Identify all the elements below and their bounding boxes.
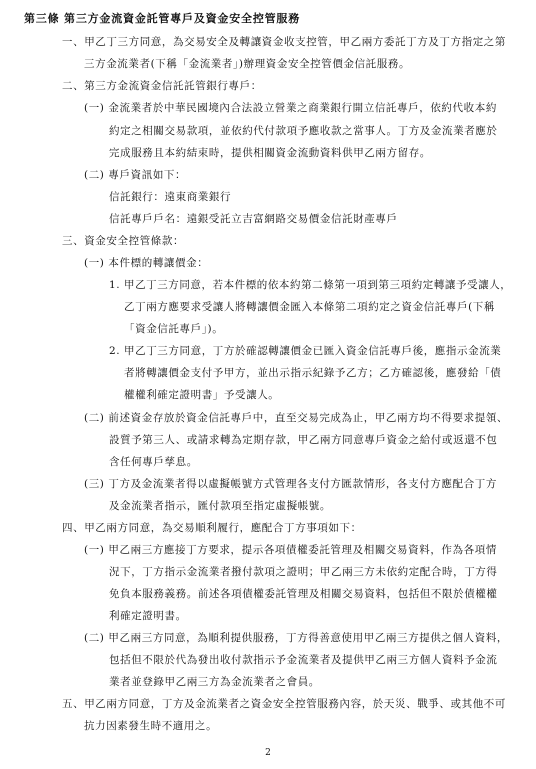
- clause-4-2-line-2: 包括但不限於代為發出收付款指示予金流業者及提供甲乙兩三方個人資料予金流: [109, 654, 498, 666]
- item-2-number: 2.: [109, 345, 121, 357]
- clause-2-2-heading: (二) 專戶資訊如下：: [84, 169, 187, 181]
- item-2-line-2: 者將轉讓價金支付予甲方，並出示指示紀錄予乙方；乙方確認後，應發給「債: [124, 367, 502, 379]
- clause-1-line-2: 三方金流業者(下稱「金流業者」)辦理資金安全控管價金信託服務。: [84, 58, 411, 70]
- clause-3-3-line-1: (三) 丁方及金流業者得以虛擬帳號方式管理各支付方匯款情形，各支付方應配合丁方: [84, 478, 497, 490]
- clause-4-1-line-3: 免負本服務義務。前述各項債權委託管理及相關交易資料，包括但不限於債權權: [109, 588, 498, 600]
- clause-4-2-line-3: 業者並登錄甲乙兩三方為金流業者之會員。: [109, 676, 320, 688]
- item-2-line-3: 權權利確定證明書」予受讓人。: [124, 389, 280, 401]
- item-1-line-1: 甲乙丁三方同意，若本件標的依本約第二條第一項到第三項約定轉讓予受讓人，: [124, 279, 512, 291]
- clause-5-line-2: 抗力因素發生時不適用之。: [84, 720, 218, 732]
- item-2-line-1: 甲乙丁三方同意，丁方於確認轉讓價金已匯入資金信託專戶後，應指示金流業: [124, 345, 502, 357]
- clause-3-2-line-2: 設質予第三人、或請求轉為定期存款，甲乙兩方同意專戶資金之給付或返還不包: [109, 434, 498, 446]
- item-1-line-3: 「資金信託專戶」)。: [124, 323, 224, 335]
- clause-2-1-line-2: 約定之相關交易款項，並依約代付款項予應收款之當事人。丁方及金流業者應於: [109, 125, 498, 137]
- item-1-number: 1.: [109, 279, 121, 291]
- clause-2-1-line-1: (一) 金流業者於中華民國境內合法設立營業之商業銀行開立信託專戶，依約代收本約: [84, 102, 497, 114]
- clause-3-1-heading: (一) 本件標的轉讓價金：: [84, 257, 209, 269]
- page-number: 2: [265, 748, 271, 758]
- clause-4-2-line-1: (二) 甲乙兩三方同意，為順利提供服務，丁方得善意使用甲乙兩三方提供之個人資料，: [84, 632, 509, 644]
- clause-3-3-line-2: 及金流業者指示，匯付款項至指定虛擬帳號。: [109, 500, 331, 512]
- clause-3-heading: 三、資金安全控管條款：: [62, 235, 185, 247]
- clause-4-1-line-4: 利確定證明書。: [109, 610, 187, 622]
- clause-2-1-line-3: 完成服務且本約結束時，提供相關資金流動資料供甲乙兩方留存。: [109, 147, 431, 159]
- trust-account-name-line: 信託專戶戶名：遠銀受託立吉富網路交易價金信託財產專戶: [109, 213, 398, 225]
- clause-3-2-line-3: 含任何專戶孳息。: [109, 456, 198, 468]
- article-title: 第三條 第三方金流資金託管專戶及資金安全控管服務: [24, 12, 301, 25]
- clause-2-heading: 二、第三方金流資金信託託管銀行專戶：: [62, 80, 262, 92]
- clause-4-1-line-1: (一) 甲乙兩三方應接丁方要求，提示各項債權委託管理及相關交易資料，作為各項情: [84, 544, 497, 556]
- clause-1-line-1: 一、甲乙丁三方同意，為交易安全及轉讓資金收支控管，甲乙兩方委託丁方及丁方指定之第: [62, 36, 506, 48]
- clause-5-line-1: 五、甲乙兩方同意，丁方及金流業者之資金安全控管服務內容，於天災、戰爭、或其他不可: [62, 698, 506, 710]
- clause-3-2-line-1: (二) 前述資金存放於資金信託專戶中，直至交易完成為止，甲乙兩方均不得要求提領、: [84, 412, 509, 424]
- trust-bank-line: 信託銀行：遠東商業銀行: [109, 191, 232, 203]
- item-1-line-2: 乙丁兩方應要求受讓人將轉讓價金匯入本條第二項約定之資金信託專戶(下稱: [124, 301, 495, 313]
- clause-4-1-line-2: 況下，丁方指示金流業者撥付款項之證明；甲乙兩三方未依約定配合時，丁方得: [109, 566, 498, 578]
- clause-4-heading: 四、甲乙兩方同意，為交易順利履行，應配合丁方事項如下：: [62, 522, 362, 534]
